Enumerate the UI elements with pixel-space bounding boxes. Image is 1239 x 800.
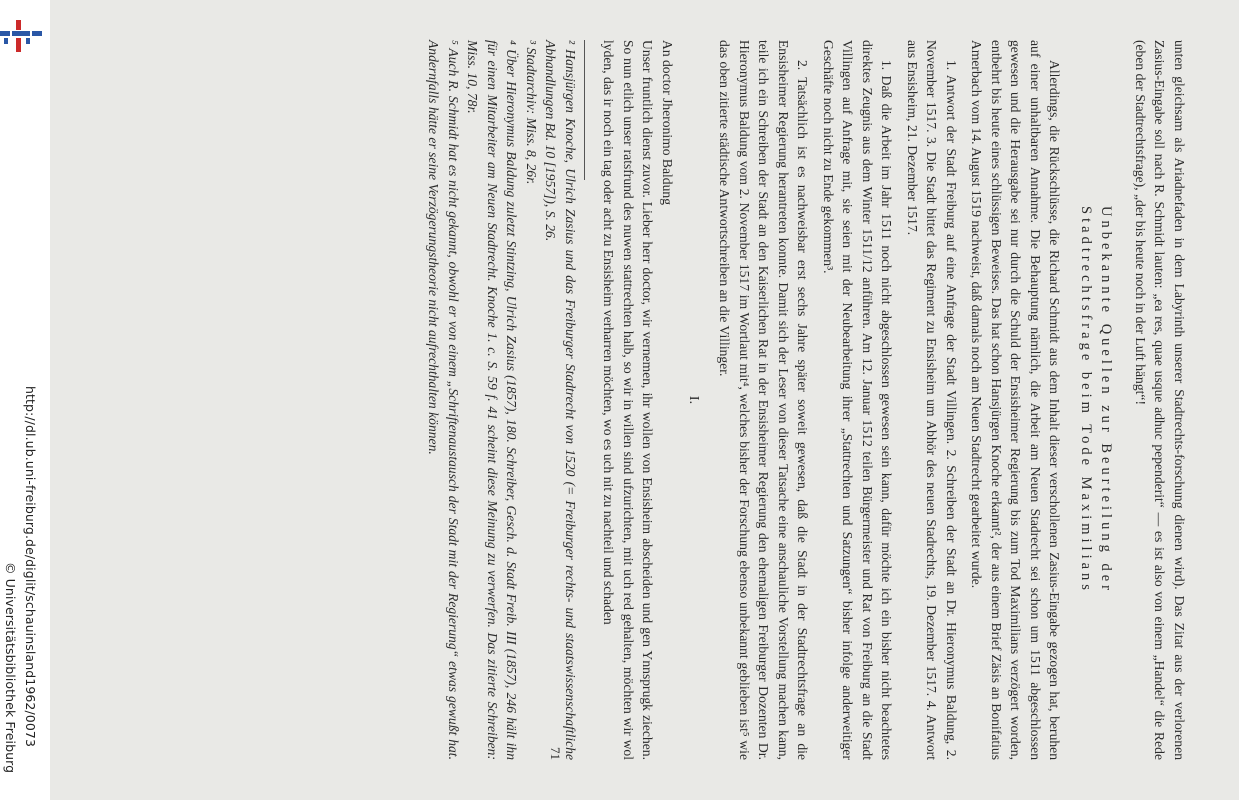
section-number: I. xyxy=(686,395,701,405)
page-content-rotated xyxy=(329,40,1189,760)
paragraph-1: 1. Daß die Arbeit im Jahr 1511 noch nicht abgeschlossen gewesen sein kann, dafür möchte ich ein bisher nicht beachtetes direktes Zeugnis aus dem Winter 1511/12 anführen. Am 12. Januar 1512 teilen Bürgermeister und Rat von Freiburg an die Stadt Villingen auf Anfrage mit, sie seien mit der Neubearbeitung ihrer „Stattrechten und Satzungen“ bisher infolge anderweitiger Geschäfte noch nicht zu Ende gekommen³. xyxy=(821,40,895,760)
letter-body: Unser fruntlich dienst zuvor. Lieber herr doctor, wir vernemen, ihr wollen von Ensisheim abscheiden und gen Ynnsprugk ziechen. So nun etlich unser ratsfrund des nuwen stattrechten halb, so wir in willen sind ufzurichten, mit uch red gehalten, möchten wir wol lyden, das ir noch ein tag oder acht zu Ensisheim verharren möchten, wo es uch nit zu nachteil und schaden xyxy=(601,40,656,760)
page-number: 71 xyxy=(548,747,563,760)
letter-address: An doctor Jheronimo Baldung xyxy=(660,40,675,205)
source-url-link[interactable]: http://dl.ub.uni-freiburg.de/diglit/schauinsland1962/0073 xyxy=(23,386,38,748)
section-heading xyxy=(1077,40,1117,760)
heading-line-2: Stadtrechtsfrage beim Tode Maximilians xyxy=(1078,206,1095,594)
ub-freiburg-logo-icon xyxy=(0,20,42,52)
heading-line-1: Unbekannte Quellen zur Beurteilung der xyxy=(1098,206,1115,594)
paragraph-source-list: 1. Antwort der Stadt Freiburg auf eine Anfrage der Stadt Villingen. 2. Schreiben der Stadt an Dr. Hieronymus Baldung, 2. November 1517. 3. Die Stadt bittet das Regiment zu Ensisheim um Abhör des neuen Stadrechts, 19. Dezember 1517. 4. Antwort aus Ensisheim, 21. Dezember 1517. xyxy=(905,40,959,760)
footnote-divider xyxy=(584,40,585,180)
intro-paragraph: unten gleichsam als Ariadnefaden in dem Labyrinth unserer Stadtrechts-forschung dienen wird). Das Zitat aus der verlorenen Zasius-Eingabe soll nach R. Schmidt lauten: „ea res, quae usque adhuc pependerit“ — es ist also von einem „Handel“ die Rede (eben der Stadtrechtsfrage), „der bis heute noch in der Luft hängt“! xyxy=(1133,40,1187,760)
paragraph-2: 2. Tatsächlich ist es nachweisbar erst sechs Jahre später soweit gewesen, daß die Stadt in der Stadtrechtsfrage an die Ensisheimer Regierung herantreten konnte. Damit sich der Leser von dieser Tatsache eine anschauliche Vorstellung machen kann, teile ich ein Schreiben der Stadt an den Kaiserlichen Rat in der Ensisheimer Regierung den ehemaligen Freiburger Dozenten Dr. Hieronymus Baldung vom 2. November 1517 im Wortlaut mit⁴, welches bisher der Forschung ebenso unbekannt geblieben ist⁵ wie das oben zitierte städtische Antwortschreiben an die Villinger. xyxy=(717,40,811,760)
footnote-5: ⁵ Auch R. Schmidt hat es nicht gekannt, obwohl er von einem „Schriftenaustausch der Stadt mit der Regierung“ etwas gewußt hat. Andernfalls hätte er seine Verzögerungstheorie nicht aufrechthalten können. xyxy=(426,40,461,760)
footnote-3: ³ Stadtarchiv: Miss. 8, 26r. xyxy=(524,40,539,185)
paragraph-allerdings: Allerdings, die Rückschlüsse, die Richard Schmidt aus dem Inhalt dieser verschollenen Zasius-Eingabe gezogen hat, beruhen auf einer unhaltbaren Annahme. Die Behauptung nämlich, die Arbeit am Neuen Stadrecht sei schon um 1511 abgeschlossen gewesen und die Herausgabe sei nur durch die Schuld der Ensisheimer Regierung bis zum Tod Maximilians verzögert worden, entbehrt bis heute eines schlüssigen Beweises. Das hat schon Hansjürgen Knoche erkannt², der aus einem Brief Zäsis an Bonifatius Amerbach vom 14. August 1519 nachweist, daß damals noch am Neuen Stadtrecht gearbeitet wurde. xyxy=(969,40,1063,760)
copyright-text: © Universitätsbibliothek Freiburg xyxy=(3,562,18,774)
viewer-sidebar xyxy=(0,0,50,800)
footnote-2: ² Hansjürgen Knoche, Ulrich Zasius und das Freiburger Stadtrecht von 1520 (= Freiburger rechts- und staatswissenschaftliche Abhandlungen Bd. 10 [1957]), S. 26. xyxy=(543,40,578,760)
scanned-page xyxy=(50,0,1239,800)
footnote-4: ⁴ Über Hieronymus Baldung zuletzt Stintzing, Ulrich Zasius (1857), 180. Schreiber, Gesch. d. Stadt Freib. III (1857), 246 hält ihn für einen Mitarbeiter am Neuen Stadtrecht. Knoche 1. c. S. 59 f. 41 scheint diese Meinung zu verwerfen. Das zitierte Schreiben: Miss. 10, 78r. xyxy=(465,40,520,760)
